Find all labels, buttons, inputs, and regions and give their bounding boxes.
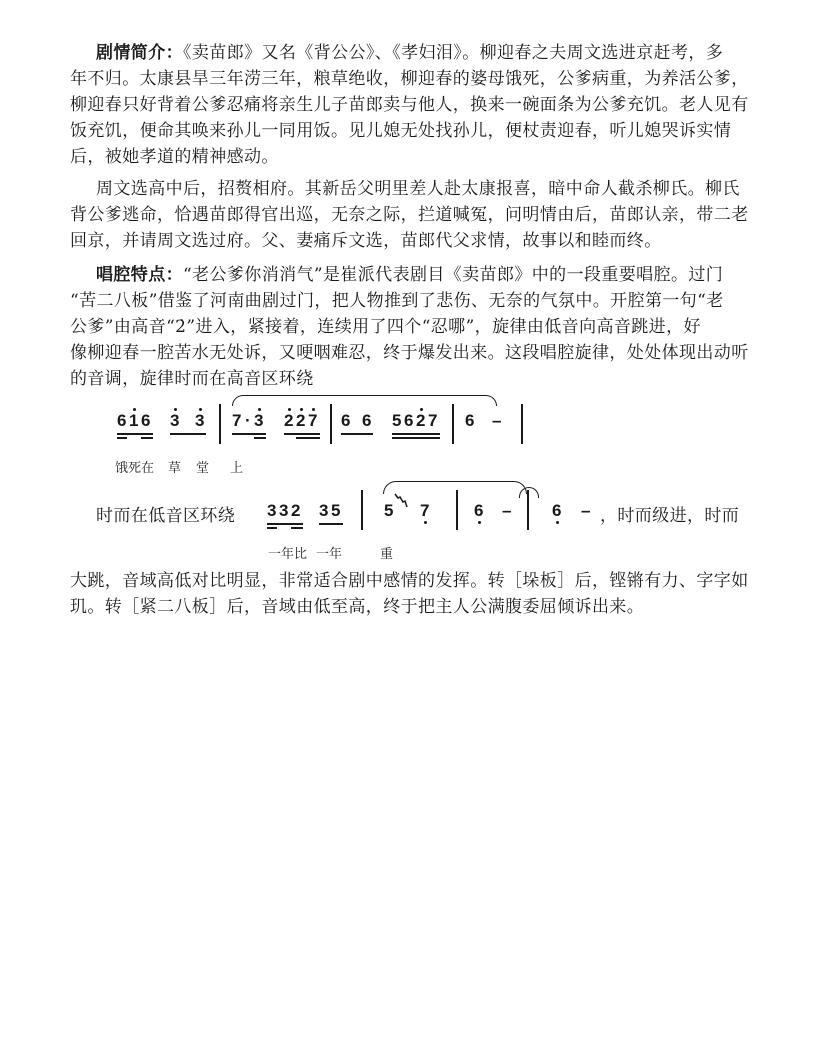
high-octave-dot: [258, 408, 261, 411]
bar-line: [219, 404, 221, 444]
paragraph-plot-line-2: 年不归。太康县旱三年涝三年，粮草绝收，柳迎春的婆母饿死，公爹病重，为养活公爹，: [70, 69, 749, 89]
text-span: “老公爹你消消气”是崔派代表剧目《卖苗郎》中的一段重要唱腔。过门: [183, 265, 724, 285]
paragraph-story-line-2: 背公爹逃命，恰遇苗郎得官出巡，无奈之际，拦道喊冤，问明情由后，苗郎认亲，带二老: [70, 205, 749, 225]
glide-icon: [394, 493, 408, 509]
underline: [319, 523, 343, 525]
lyric: 堂: [196, 461, 210, 476]
paragraph-singing-line-3: 公爹”由高音“2̇”进入，紧接着，连续用了四个“忍哪”，旋律由低音向高音跳进，好: [70, 317, 701, 337]
note: ·: [245, 411, 251, 430]
note: 7: [232, 411, 242, 430]
note: 3: [195, 411, 205, 430]
lyric: 一年: [316, 547, 343, 562]
bar-line: [521, 404, 523, 444]
paragraph-story-line-3: 回京，并请周文选过府。父、妻痛斥文选，苗郎代父求情，故事以和睦而终。: [70, 231, 662, 251]
note: 1: [129, 411, 139, 430]
paragraph-plot-line-5: 后，被她孝道的精神感动。: [70, 147, 279, 167]
paragraph-plot-line-1: [96, 40, 796, 66]
lyric: 一年比: [268, 547, 308, 562]
note: 6: [474, 501, 484, 520]
high-octave-dot: [312, 408, 315, 411]
note: 2: [296, 411, 306, 430]
lyric: 重: [380, 547, 394, 562]
note: 2: [416, 411, 426, 430]
note-dash: –: [492, 411, 502, 430]
note-dash: –: [581, 501, 591, 520]
note: 3: [267, 501, 277, 520]
underline: [341, 433, 373, 435]
high-octave-dot: [420, 408, 423, 411]
text-trailing: ，时而级进，时而: [600, 506, 740, 526]
underline: [392, 437, 440, 439]
low-octave-dot: [478, 521, 481, 524]
note: 6: [465, 411, 475, 430]
singing-features-label: 唱腔特点：: [96, 265, 183, 285]
note: 7: [428, 411, 438, 430]
note: 3: [254, 411, 264, 430]
paragraph-plot-line-3: 柳迎春只好背着公爹忍痛将亲生儿子苗郎卖与他人，换来一碗面条为公爹充饥。老人见有: [70, 95, 749, 115]
high-octave-dot: [199, 408, 202, 411]
high-octave-dot: [288, 408, 291, 411]
bar-line: [361, 490, 363, 530]
note: 6: [362, 411, 372, 430]
note-dash: –: [502, 501, 512, 520]
high-octave-dot: [174, 408, 177, 411]
underline: [232, 433, 266, 435]
underline: [117, 437, 127, 439]
bar-line: [527, 490, 529, 530]
paragraph-singing-line-2: “苦二八板”借鉴了河南曲剧过门，把人物推到了悲伤、无奈的气氛中。开腔第一句“老: [70, 291, 724, 311]
underline: [117, 433, 153, 435]
note: 5: [392, 411, 402, 430]
plot-summary-label: 剧情简介：: [96, 43, 183, 63]
underline: [254, 437, 266, 439]
bar-line: [452, 404, 454, 444]
note: 5: [384, 501, 394, 520]
note: 6: [117, 411, 127, 430]
high-octave-dot: [300, 408, 303, 411]
low-octave-dot: [556, 521, 559, 524]
lyric: 上: [230, 461, 244, 476]
paragraph-conclusion-line-1: 大跳，音域高低对比明显，非常适合剧中感情的发挥。转［垛板］后，铿锵有力、字字如: [70, 571, 749, 591]
underline: [267, 523, 303, 525]
paragraph-plot-line-4: 饭充饥，便命其唤来孙儿一同用饭。见儿媳无处找孙儿，便杖责迎春，听儿媳哭诉实情: [70, 121, 732, 141]
note: 3: [170, 411, 180, 430]
underline: [291, 527, 303, 529]
underline: [392, 433, 440, 435]
low-octave-dot: [424, 521, 427, 524]
paragraph-singing-line-4: 像柳迎春一腔苦水无处诉，又哽咽难忍，终于爆发出来。这段唱腔旋律，处处体现出动听: [70, 343, 749, 363]
underline: [170, 433, 206, 435]
note: 5: [331, 501, 341, 520]
underline: [284, 433, 320, 435]
note: 3: [319, 501, 329, 520]
note: 7: [308, 411, 318, 430]
slur-mark: [232, 395, 497, 406]
text-low-register: 时而在低音区环绕: [96, 506, 236, 526]
note: 7: [420, 501, 430, 520]
bar-line: [330, 404, 332, 444]
high-octave-dot: [133, 408, 136, 411]
lyric: 饿死在: [115, 461, 155, 476]
underline: [267, 527, 277, 529]
note: 2: [291, 501, 301, 520]
note: 6: [341, 411, 351, 430]
paragraph-conclusion-line-2: 玑。转［紧二八板］后，音域由低至高，终于把主人公满腹委屈倾诉出来。: [70, 597, 645, 617]
underline: [296, 437, 320, 439]
bar-line: [456, 490, 458, 530]
paragraph-singing-line-1: [96, 262, 796, 288]
paragraph-story-line-1: 周文选高中后，招赘相府。其新岳父明里差人赴太康报喜，暗中命人截杀柳氏。柳氏: [96, 179, 740, 199]
note: 3: [279, 501, 289, 520]
note: 6: [141, 411, 151, 430]
paragraph-singing-line-5: 的音调，旋律时而在高音区环绕: [70, 369, 314, 389]
note: 6: [404, 411, 414, 430]
note: 6: [552, 501, 562, 520]
underline: [141, 437, 153, 439]
text-span: 《卖苗郎》又名《背公公》、《孝妇泪》。柳迎春之夫周文选进京赶考，多: [183, 43, 724, 63]
tie-mark: [519, 487, 539, 498]
lyric: 草: [168, 461, 182, 476]
note: 2: [284, 411, 294, 430]
